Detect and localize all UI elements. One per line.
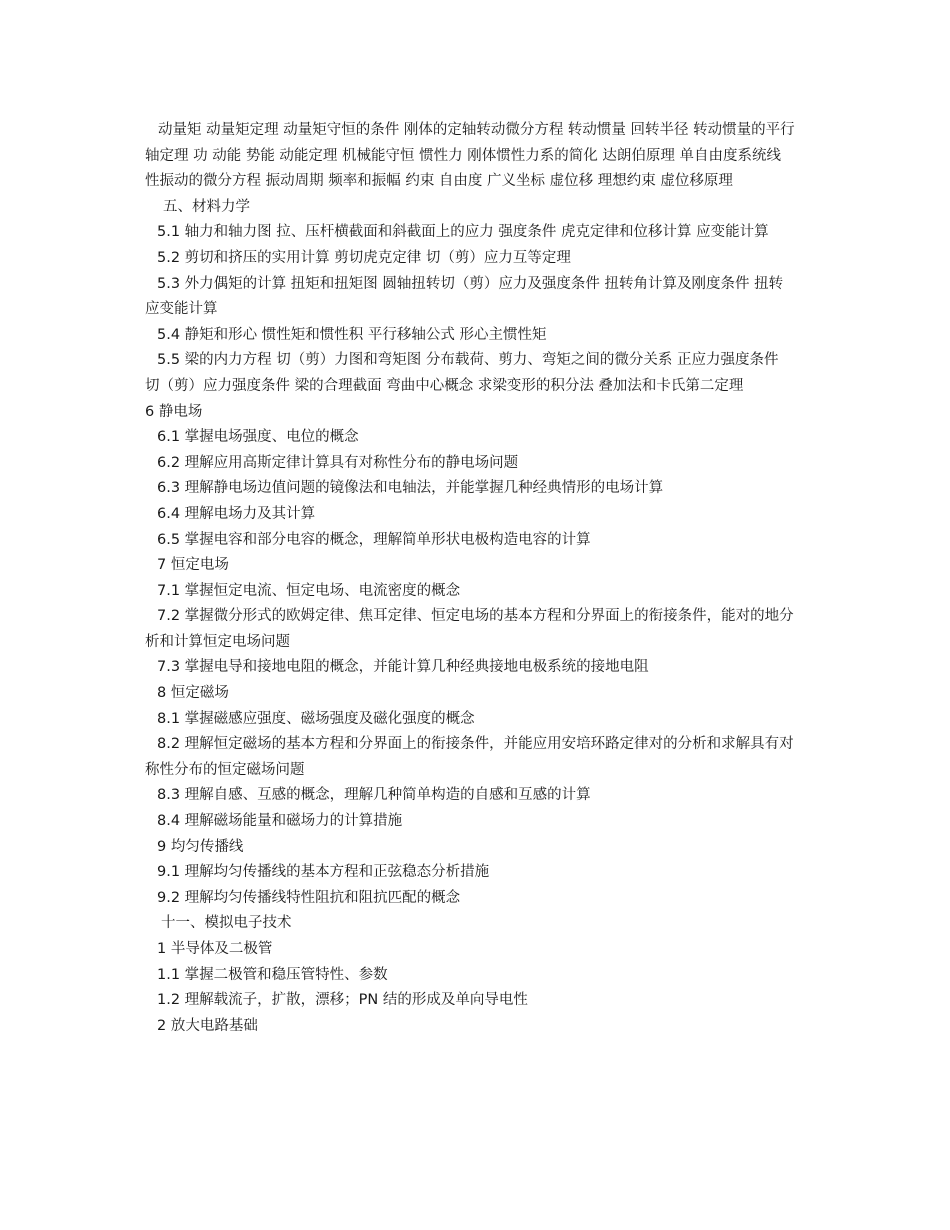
item-5-3: 5.3 外力偶矩的计算 扭矩和扭矩图 圆轴扭转切（剪）应力及强度条件 扭转角计算及刚度条件 扭转应变能计算	[145, 275, 784, 318]
section-heading-mechanics-of-materials: 五、材料力学	[163, 198, 250, 215]
item-9-2: 9.2 理解均匀传播线特性阻抗和阻抗匹配的概念	[157, 889, 461, 906]
item-9-1: 9.1 理解均匀传播线的基本方程和正弦稳态分析措施	[157, 864, 490, 881]
item-5-4: 5.4 静矩和形心 惯性矩和惯性积 平行移轴公式 形心主惯性矩	[157, 326, 547, 343]
item-6-2: 6.2 理解应用高斯定律计算具有对称性分布的静电场问题	[157, 454, 519, 471]
item-5-5: 5.5 梁的内力方程 切（剪）力图和弯矩图 分布载荷、剪力、弯矩之间的微分关系 正应力强度条件 切（剪）应力强度条件 梁的合理截面 弯曲中心概念 求梁变形的积分法 叠加法和卡氏第二定理	[145, 352, 779, 394]
heading-constant-magnetic-field: 8 恒定磁场	[157, 685, 229, 702]
document-body	[145, 118, 795, 1039]
heading-semiconductor-diode: 1 半导体及二极管	[157, 941, 273, 957]
item-1-2: 1.2 理解载流子，扩散，漂移；PN 结的形成及单向导电性	[157, 992, 528, 1009]
paragraph-dynamics-terms: 动量矩 动量矩定理 动量矩守恒的条件 刚体的定轴转动微分方程 转动惯量 回转半径 转动惯量的平行轴定理 功 动能 势能 动能定理 机械能守恒 惯性力 刚体惯性力系的简化 达朗伯原理 单自由度系统线性振动的微分方程 振动周期 频率和振幅 约束 自由度 广义坐标 虚位移 理想约束 虚位移原理	[145, 122, 795, 190]
item-8-2: 8.2 理解恒定磁场的基本方程和分界面上的衔接条件，并能应用安培环路定律对的分析和求解具有对称性分布的恒定磁场问题	[145, 736, 794, 778]
item-8-4: 8.4 理解磁场能量和磁场力的计算措施	[157, 813, 403, 830]
heading-uniform-transmission-line: 9 均匀传播线	[157, 838, 244, 855]
item-5-2: 5.2 剪切和挤压的实用计算 剪切虎克定律 切（剪）应力互等定理	[157, 249, 571, 266]
heading-constant-electric-field: 7 恒定电场	[157, 557, 229, 574]
heading-amplifier-basics: 2 放大电路基础	[157, 1017, 258, 1034]
item-5-1: 5.1 轴力和轴力图 拉、压杆横截面和斜截面上的应力 强度条件 虎克定律和位移计算 应变能计算	[157, 224, 769, 241]
item-8-1: 8.1 掌握磁感应强度、磁场强度及磁化强度的概念	[157, 710, 475, 727]
item-7-3: 7.3 掌握电导和接地电阻的概念，并能计算几种经典接地电极系统的接地电阻	[157, 659, 649, 676]
item-1-1: 1.1 掌握二极管和稳压管特性、参数	[157, 966, 388, 983]
item-6-4: 6.4 理解电场力及其计算	[157, 505, 316, 522]
item-7-2: 7.2 掌握微分形式的欧姆定律、焦耳定律、恒定电场的基本方程和分界面上的衔接条件，能对的地分析和计算恒定电场问题	[145, 608, 794, 650]
item-6-1: 6.1 掌握电场强度、电位的概念	[157, 429, 359, 446]
item-7-1: 7.1 掌握恒定电流、恒定电场、电流密度的概念	[157, 582, 461, 599]
section-heading-analog-electronics: 十一、模拟电子技术	[161, 915, 292, 932]
item-8-3: 8.3 理解自感、互感的概念，理解几种简单构造的自感和互感的计算	[157, 787, 591, 804]
item-6-3: 6.3 理解静电场边值问题的镜像法和电轴法，并能掌握几种经典情形的电场计算	[157, 480, 664, 497]
item-6-5: 6.5 掌握电容和部分电容的概念，理解简单形状电极构造电容的计算	[157, 531, 591, 548]
heading-electrostatic-field: 6 静电场	[145, 403, 203, 420]
